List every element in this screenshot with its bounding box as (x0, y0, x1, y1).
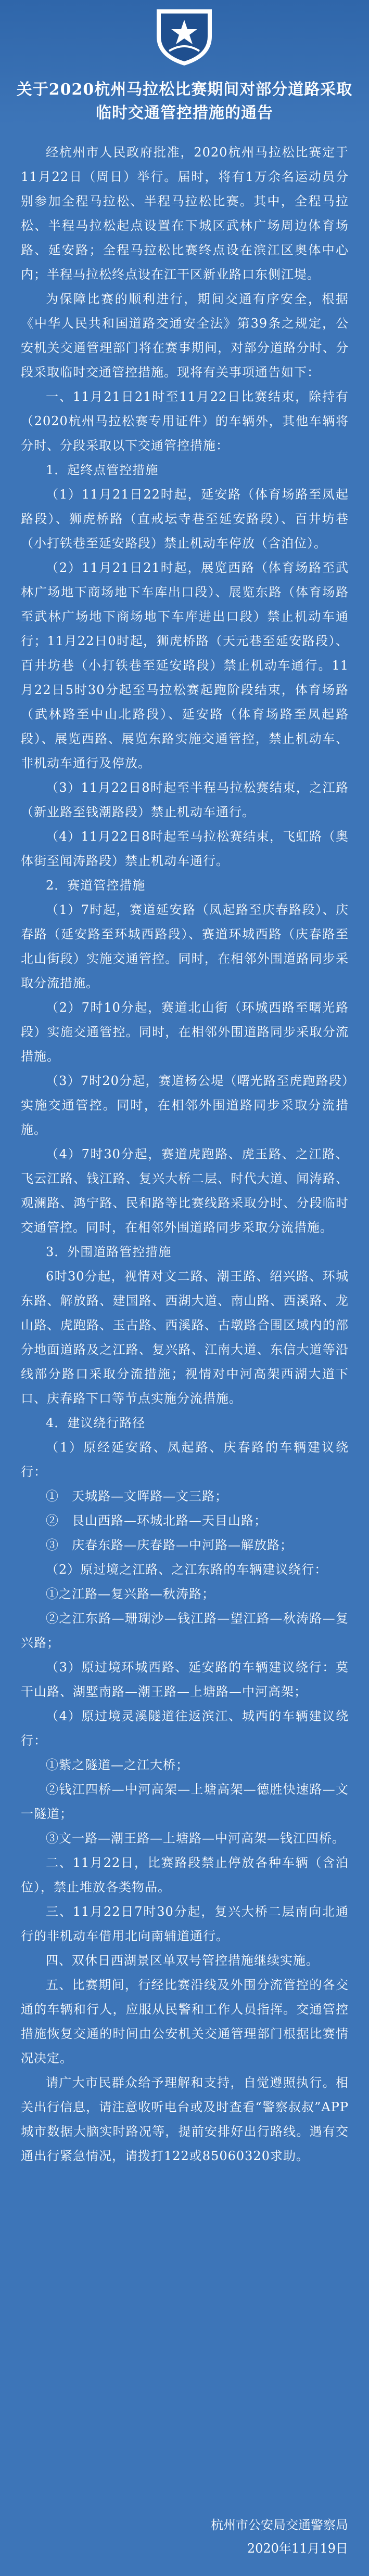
notice-title: 关于2020杭州马拉松比赛期间对部分道路采取临时交通管控措施的通告 (16, 81, 353, 122)
paragraph: ①紫之隧道—之江大桥； (46, 1758, 189, 1772)
paragraph: 五、比赛期间，行经比赛沿线及外围分流管控的各交通的车辆和行人，应服从民警和工作人员指挥。交通管控措施恢复交通的时间由公安机关交通管理部门根据比赛情况决定。 (21, 1978, 349, 2065)
paragraph: ① 天城路—文晖路—文三路； (46, 1489, 228, 1503)
police-badge-icon (151, 5, 217, 68)
paragraph: ② 艮山西路—环城北路—天目山路； (46, 1513, 267, 1528)
paragraph: 三、11月22日7时30分起，复兴大桥二层南向北通行的非机动车借用北向南辅道通行。 (21, 1904, 349, 1943)
signature-org: 杭州市公安局交通警察局 (211, 2518, 348, 2532)
section-heading: 2．赛道管控措施 (46, 878, 146, 893)
section-heading: 4．建议绕行路径 (46, 1416, 146, 1430)
paragraph: 请广大市民群众给予理解和支持，自觉遵照执行。相关出行信息，请注意收听电台或及时查看“警察叔叔”APP城市数据大脑实时路况等，提前安排好出行路线。遇有交通出行紧急情况，请拨打122或85060320求助。 (21, 2075, 349, 2163)
paragraph: （1）7时起，赛道延安路（凤起路至庆春路段）、庆春路（延安路至环城西路段）、赛道环城西路（庆春路至北山街段）实施交通管控。同时，在相邻外围道路同步采取分流措施。 (21, 903, 349, 990)
paragraph: （4）11月22日8时起至马拉松赛结束，飞虹路（奥体街至闻涛路段）禁止机动车通行。 (21, 829, 349, 868)
paragraph: （1）11月21日22时起，延安路（体育场路至凤起路段）、狮虎桥路（直戒坛寺巷至延安路段）、百井坊巷（小打铁巷至延安路段）禁止机动车停放（含泊位）。 (21, 487, 349, 551)
paragraph: 二、11月22日，比赛路段禁止停放各种车辆（含泊位），禁止堆放各类物品。 (21, 1855, 349, 1894)
notice-body (21, 140, 349, 2168)
paragraph: 6时30分起，视情对文二路、潮王路、绍兴路、环城东路、解放路、建国路、西湖大道、南山路、西溪路、龙山路、虎跑路、玉古路、西溪路、古墩路合围区域内的部分地面道路及之江路、复兴路、江南大道、东信大道等沿线部分路口采取分流措施；视情对中河高架西湖大道下口、庆春路下口等节点实施分流措施。 (21, 1269, 349, 1406)
paragraph: （2）11月21日21时起，展览西路（体育场路至武林广场地下商场地下车库出口段）、展览东路（体育场路至武林广场地下商场地下车库进出口段）禁止机动车通行；11月22日0时起，狮虎桥路（天元巷至延安路段）、百井坊巷（小打铁巷至延安路段）禁止机动车通行。11月22日5时30分起至马拉松赛起跑阶段结束，体育场路（武林路至中山北路段）、延安路（体育场路至凤起路段）、展览西路、展览东路实施交通管控，禁止机动车、非机动车通行及停放。 (21, 560, 349, 770)
paragraph: ③ 庆春东路—庆春路—中河路—解放路； (46, 1538, 293, 1552)
paragraph: （4）7时30分起，赛道虎跑路、虎玉路、之江路、飞云江路、钱江路、复兴大桥二层、时代大道、闻涛路、观澜路、鸿宁路、民和路等比赛线路采取分时、分段临时交通管控。同时，在相邻外围道路同步采取分流措施。 (21, 1147, 349, 1235)
paragraph: ②之江东路—珊瑚沙—钱江路—望江路—秋涛路—复兴路； (21, 1611, 349, 1650)
paragraph: 为保障比赛的顺利进行，期间交通有序安全，根据《中华人民共和国道路交通安全法》第39条之规定，公安机关交通管理部门将在赛事期间，对部分道路分时、分段采取临时交通管控措施。现将有关事项通告如下： (21, 292, 349, 380)
paragraph: 一、11月21日21时至11月22日比赛结束，除持有（2020杭州马拉松赛专用证件）的车辆外，其他车辆将分时、分段采取以下交通管控措施： (21, 389, 349, 453)
paragraph: （3）11月22日8时起至半程马拉松赛结束，之江路（新业路至钱潮路段）禁止机动车通行。 (21, 780, 349, 819)
paragraph: ①之江路—复兴路—秋涛路； (46, 1587, 215, 1601)
paragraph: 经杭州市人民政府批准，2020杭州马拉松比赛定于11月22日（周日）举行。届时，将有1万余名运动员分别参加全程马拉松、半程马拉松比赛。其中，全程马拉松、半程马拉松起点设置在下城区武林广场周边体育场路、延安路；全程马拉松比赛终点设在滨江区奥体中心内；半程马拉松终点设在江干区新业路口东侧江堤。 (21, 145, 349, 282)
paragraph: （2）原过境之江路、之江东路的车辆建议绕行： (46, 1562, 328, 1577)
paragraph: （3）原过境环城西路、延安路的车辆建议绕行：莫干山路、湖墅南路—潮王路—上塘路—中河高架； (21, 1660, 349, 1699)
section-heading: 1．起终点管控措施 (46, 463, 159, 477)
paragraph: （1）原经延安路、凤起路、庆春路的车辆建议绕行： (21, 1440, 349, 1479)
paragraph: （4）原过境灵溪隧道往返滨江、城西的车辆建议绕行： (21, 1709, 349, 1748)
paragraph: ③文一路—潮王路—上塘路—中河高架—钱江四桥。 (46, 1831, 345, 1846)
signature (211, 2514, 348, 2560)
section-heading: 3．外围道路管控措施 (46, 1245, 172, 1259)
signature-date: 2020年11月19日 (247, 2541, 348, 2556)
header (0, 0, 369, 125)
paragraph: 四、双休日西湖景区单双号管控措施继续实施。 (46, 1953, 319, 1968)
paragraph: （3）7时20分起，赛道杨公堤（曙光路至虎跑路段）实施交通管控。同时，在相邻外围道路同步采取分流措施。 (21, 1074, 349, 1137)
paragraph: ②钱江四桥—中河高架—上塘高架—德胜快速路—文一隧道； (21, 1782, 349, 1821)
paragraph: （2）7时10分起，赛道北山街（环城西路至曙光路段）实施交通管控。同时，在相邻外围道路同步采取分流措施。 (21, 1000, 349, 1064)
